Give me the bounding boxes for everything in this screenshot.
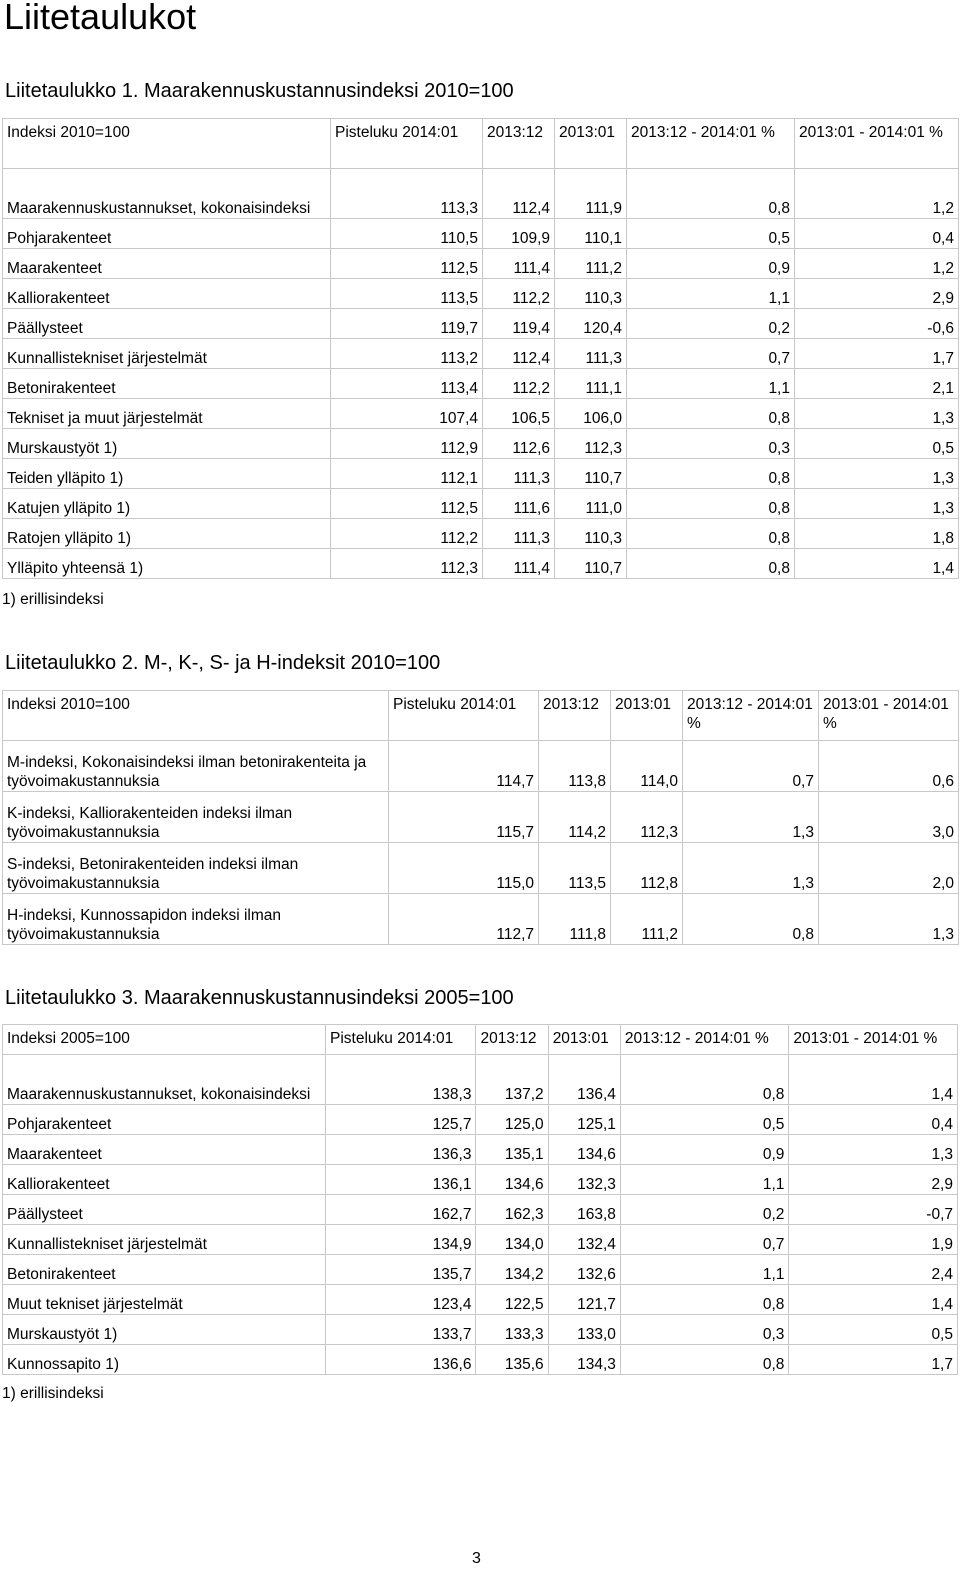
table3-header-row bbox=[3, 1025, 958, 1055]
row-value: 163,8 bbox=[548, 1195, 620, 1225]
table-row bbox=[3, 219, 959, 249]
table2-header-cell: Indeksi 2010=100 bbox=[3, 691, 389, 741]
row-value: 1,3 bbox=[683, 792, 819, 843]
table2 bbox=[2, 690, 959, 945]
row-label: Pohjarakenteet bbox=[3, 219, 331, 249]
table2-header-cell: 2013:12 bbox=[539, 691, 611, 741]
row-label: Muut tekniset järjestelmät bbox=[3, 1285, 326, 1315]
row-label: Maarakenteet bbox=[3, 1135, 326, 1165]
row-value: 0,3 bbox=[620, 1315, 789, 1345]
row-value: 111,4 bbox=[483, 549, 555, 579]
row-value: 119,7 bbox=[331, 309, 483, 339]
row-value: 0,5 bbox=[627, 219, 795, 249]
row-value: 112,8 bbox=[611, 843, 683, 894]
page-number: 3 bbox=[472, 1550, 481, 1567]
table2-header-cell: 2013:01 - 2014:01 % bbox=[819, 691, 959, 741]
row-value: 1,1 bbox=[627, 369, 795, 399]
row-value: 112,5 bbox=[331, 249, 483, 279]
row-label: M-indeksi, Kokonaisindeksi ilman betonirakenteita ja työvoimakustannuksia bbox=[3, 741, 389, 792]
row-value: 114,2 bbox=[539, 792, 611, 843]
row-value: 119,4 bbox=[483, 309, 555, 339]
row-value: 138,3 bbox=[326, 1055, 476, 1105]
row-value: 0,8 bbox=[627, 459, 795, 489]
table-row bbox=[3, 792, 959, 843]
table-row bbox=[3, 309, 959, 339]
row-value: 110,7 bbox=[555, 549, 627, 579]
table1-footnote: 1) erillisindeksi bbox=[2, 591, 104, 608]
row-value: 114,7 bbox=[389, 741, 539, 792]
row-value: 121,7 bbox=[548, 1285, 620, 1315]
table-row bbox=[3, 1315, 958, 1345]
row-label: Ratojen ylläpito 1) bbox=[3, 519, 331, 549]
row-value: 109,9 bbox=[483, 219, 555, 249]
row-value: 120,4 bbox=[555, 309, 627, 339]
row-value: 125,0 bbox=[476, 1105, 548, 1135]
row-value: 1,2 bbox=[795, 169, 959, 219]
row-value: 132,4 bbox=[548, 1225, 620, 1255]
table3-body bbox=[3, 1025, 958, 1375]
row-value: 112,9 bbox=[331, 429, 483, 459]
row-value: 112,3 bbox=[331, 549, 483, 579]
row-value: 0,8 bbox=[627, 489, 795, 519]
row-label: Betonirakenteet bbox=[3, 369, 331, 399]
row-value: 1,3 bbox=[789, 1135, 958, 1165]
row-value: 110,3 bbox=[555, 519, 627, 549]
table2-header-row bbox=[3, 691, 959, 741]
table2-header-cell: Pisteluku 2014:01 bbox=[389, 691, 539, 741]
row-value: 1,1 bbox=[627, 279, 795, 309]
row-value: 113,2 bbox=[331, 339, 483, 369]
table-row bbox=[3, 489, 959, 519]
row-value: 0,8 bbox=[627, 399, 795, 429]
row-label: Teiden ylläpito 1) bbox=[3, 459, 331, 489]
row-value: 122,5 bbox=[476, 1285, 548, 1315]
row-value: 111,4 bbox=[483, 249, 555, 279]
table2-title: Liitetaulukko 2. M-, K-, S- ja H-indeksit 2010=100 bbox=[5, 652, 441, 674]
row-value: 112,7 bbox=[389, 894, 539, 945]
table-row bbox=[3, 169, 959, 219]
table3-header-cell: 2013:12 bbox=[476, 1025, 548, 1055]
row-value: 110,7 bbox=[555, 459, 627, 489]
page-title: Liitetaulukot bbox=[4, 0, 197, 37]
row-value: 135,6 bbox=[476, 1345, 548, 1375]
row-value: 0,4 bbox=[789, 1105, 958, 1135]
row-value: 111,3 bbox=[483, 519, 555, 549]
row-value: 111,6 bbox=[483, 489, 555, 519]
row-value: 113,3 bbox=[331, 169, 483, 219]
row-value: 1,1 bbox=[620, 1165, 789, 1195]
row-value: 1,4 bbox=[795, 549, 959, 579]
row-label: Maarakennuskustannukset, kokonaisindeksi bbox=[3, 1055, 326, 1105]
table3-header-cell: 2013:01 bbox=[548, 1025, 620, 1055]
row-value: 0,4 bbox=[795, 219, 959, 249]
row-value: 112,5 bbox=[331, 489, 483, 519]
table-row bbox=[3, 1055, 958, 1105]
row-value: 0,3 bbox=[627, 429, 795, 459]
row-value: 106,5 bbox=[483, 399, 555, 429]
table-row bbox=[3, 1165, 958, 1195]
row-value: 110,1 bbox=[555, 219, 627, 249]
row-value: 1,1 bbox=[620, 1255, 789, 1285]
row-value: 1,3 bbox=[795, 459, 959, 489]
table-row bbox=[3, 1135, 958, 1165]
row-label: Päällysteet bbox=[3, 309, 331, 339]
row-value: 0,7 bbox=[683, 741, 819, 792]
row-value: 2,4 bbox=[789, 1255, 958, 1285]
row-value: 0,5 bbox=[795, 429, 959, 459]
row-value: 111,2 bbox=[611, 894, 683, 945]
row-value: 2,9 bbox=[795, 279, 959, 309]
row-label: Kunnossapito 1) bbox=[3, 1345, 326, 1375]
row-value: 136,4 bbox=[548, 1055, 620, 1105]
row-value: 112,2 bbox=[331, 519, 483, 549]
table-row bbox=[3, 1255, 958, 1285]
row-value: 1,9 bbox=[789, 1225, 958, 1255]
row-value: 111,8 bbox=[539, 894, 611, 945]
table-row bbox=[3, 843, 959, 894]
table-row bbox=[3, 429, 959, 459]
row-label: Betonirakenteet bbox=[3, 1255, 326, 1285]
row-value: 1,3 bbox=[795, 399, 959, 429]
row-label: Murskaustyöt 1) bbox=[3, 429, 331, 459]
table-row bbox=[3, 459, 959, 489]
table-row bbox=[3, 894, 959, 945]
table-row bbox=[3, 1285, 958, 1315]
row-label: Ylläpito yhteensä 1) bbox=[3, 549, 331, 579]
table-row bbox=[3, 549, 959, 579]
row-value: 0,7 bbox=[620, 1225, 789, 1255]
row-value: 112,2 bbox=[483, 369, 555, 399]
row-label: Pohjarakenteet bbox=[3, 1105, 326, 1135]
row-label: Maarakenteet bbox=[3, 249, 331, 279]
row-label: Kalliorakenteet bbox=[3, 279, 331, 309]
table-row bbox=[3, 1195, 958, 1225]
row-value: -0,6 bbox=[795, 309, 959, 339]
row-value: 112,4 bbox=[483, 339, 555, 369]
row-value: 1,3 bbox=[795, 489, 959, 519]
row-value: 134,2 bbox=[476, 1255, 548, 1285]
row-value: 113,4 bbox=[331, 369, 483, 399]
row-value: 0,8 bbox=[627, 549, 795, 579]
table-row bbox=[3, 369, 959, 399]
table1-header-cell: 2013:12 - 2014:01 % bbox=[627, 119, 795, 169]
row-label: Katujen ylläpito 1) bbox=[3, 489, 331, 519]
row-value: 112,3 bbox=[555, 429, 627, 459]
table2-header-cell: 2013:01 bbox=[611, 691, 683, 741]
row-value: 136,1 bbox=[326, 1165, 476, 1195]
row-value: 110,3 bbox=[555, 279, 627, 309]
table1-body bbox=[3, 119, 959, 579]
table1-header-cell: 2013:01 bbox=[555, 119, 627, 169]
row-value: 111,1 bbox=[555, 369, 627, 399]
row-label: H-indeksi, Kunnossapidon indeksi ilman työvoimakustannuksia bbox=[3, 894, 389, 945]
table1 bbox=[2, 118, 959, 579]
row-value: 1,4 bbox=[789, 1285, 958, 1315]
table-row bbox=[3, 1105, 958, 1135]
table-row bbox=[3, 399, 959, 429]
table3-header-cell: 2013:01 - 2014:01 % bbox=[789, 1025, 958, 1055]
row-value: 0,2 bbox=[620, 1195, 789, 1225]
row-value: 132,6 bbox=[548, 1255, 620, 1285]
row-value: 162,3 bbox=[476, 1195, 548, 1225]
row-value: 111,0 bbox=[555, 489, 627, 519]
row-value: 0,8 bbox=[620, 1345, 789, 1375]
table-row bbox=[3, 249, 959, 279]
table2-header-cell: 2013:12 - 2014:01 % bbox=[683, 691, 819, 741]
row-value: 1,3 bbox=[683, 843, 819, 894]
table1-header-cell: 2013:01 - 2014:01 % bbox=[795, 119, 959, 169]
row-label: Kunnallistekniset järjestelmät bbox=[3, 339, 331, 369]
row-value: 0,5 bbox=[789, 1315, 958, 1345]
row-value: 0,8 bbox=[627, 169, 795, 219]
row-value: 114,0 bbox=[611, 741, 683, 792]
row-value: 112,2 bbox=[483, 279, 555, 309]
row-value: 112,3 bbox=[611, 792, 683, 843]
row-value: 137,2 bbox=[476, 1055, 548, 1105]
row-value: 0,6 bbox=[819, 741, 959, 792]
row-value: 134,6 bbox=[548, 1135, 620, 1165]
table3-footnote: 1) erillisindeksi bbox=[2, 1385, 104, 1402]
table-row bbox=[3, 339, 959, 369]
row-value: 134,6 bbox=[476, 1165, 548, 1195]
row-label: Päällysteet bbox=[3, 1195, 326, 1225]
table2-body bbox=[3, 691, 959, 945]
row-value: 125,7 bbox=[326, 1105, 476, 1135]
row-value: 107,4 bbox=[331, 399, 483, 429]
row-value: 1,7 bbox=[795, 339, 959, 369]
row-value: 111,2 bbox=[555, 249, 627, 279]
row-value: 113,5 bbox=[539, 843, 611, 894]
row-value: 0,9 bbox=[627, 249, 795, 279]
table3 bbox=[2, 1024, 958, 1375]
table-row bbox=[3, 741, 959, 792]
row-value: 1,2 bbox=[795, 249, 959, 279]
row-value: 0,2 bbox=[627, 309, 795, 339]
row-value: 135,1 bbox=[476, 1135, 548, 1165]
row-label: Kalliorakenteet bbox=[3, 1165, 326, 1195]
row-value: 1,3 bbox=[819, 894, 959, 945]
row-value: 113,8 bbox=[539, 741, 611, 792]
table1-title: Liitetaulukko 1. Maarakennuskustannusindeksi 2010=100 bbox=[5, 80, 514, 102]
table1-header-cell: Indeksi 2010=100 bbox=[3, 119, 331, 169]
row-value: 134,9 bbox=[326, 1225, 476, 1255]
row-value: 134,3 bbox=[548, 1345, 620, 1375]
row-value: 134,0 bbox=[476, 1225, 548, 1255]
row-value: 3,0 bbox=[819, 792, 959, 843]
row-value: 0,9 bbox=[620, 1135, 789, 1165]
row-value: 115,7 bbox=[389, 792, 539, 843]
row-value: 112,6 bbox=[483, 429, 555, 459]
row-value: 1,4 bbox=[789, 1055, 958, 1105]
row-value: 136,6 bbox=[326, 1345, 476, 1375]
row-value: 133,7 bbox=[326, 1315, 476, 1345]
row-label: S-indeksi, Betonirakenteiden indeksi ilman työvoimakustannuksia bbox=[3, 843, 389, 894]
row-label: Kunnallistekniset järjestelmät bbox=[3, 1225, 326, 1255]
row-label: Tekniset ja muut järjestelmät bbox=[3, 399, 331, 429]
row-value: 112,1 bbox=[331, 459, 483, 489]
row-value: 0,8 bbox=[620, 1285, 789, 1315]
row-value: 111,3 bbox=[483, 459, 555, 489]
row-value: 0,7 bbox=[627, 339, 795, 369]
table1-header-cell: Pisteluku 2014:01 bbox=[331, 119, 483, 169]
table1-header-cell: 2013:12 bbox=[483, 119, 555, 169]
table-row bbox=[3, 1225, 958, 1255]
row-value: 136,3 bbox=[326, 1135, 476, 1165]
row-value: 1,8 bbox=[795, 519, 959, 549]
row-value: 123,4 bbox=[326, 1285, 476, 1315]
row-value: 0,8 bbox=[683, 894, 819, 945]
row-value: 2,9 bbox=[789, 1165, 958, 1195]
row-value: 0,8 bbox=[620, 1055, 789, 1105]
row-value: 106,0 bbox=[555, 399, 627, 429]
table3-title: Liitetaulukko 3. Maarakennuskustannusindeksi 2005=100 bbox=[5, 987, 514, 1009]
row-value: 133,0 bbox=[548, 1315, 620, 1345]
row-value: 132,3 bbox=[548, 1165, 620, 1195]
row-label: Maarakennuskustannukset, kokonaisindeksi bbox=[3, 169, 331, 219]
row-value: 162,7 bbox=[326, 1195, 476, 1225]
table3-header-cell: 2013:12 - 2014:01 % bbox=[620, 1025, 789, 1055]
row-value: 111,9 bbox=[555, 169, 627, 219]
row-value: 0,5 bbox=[620, 1105, 789, 1135]
row-value: 0,8 bbox=[627, 519, 795, 549]
row-value: 125,1 bbox=[548, 1105, 620, 1135]
row-label: K-indeksi, Kalliorakenteiden indeksi ilman työvoimakustannuksia bbox=[3, 792, 389, 843]
row-label: Murskaustyöt 1) bbox=[3, 1315, 326, 1345]
table-row bbox=[3, 519, 959, 549]
row-value: 110,5 bbox=[331, 219, 483, 249]
table1-header-row bbox=[3, 119, 959, 169]
table3-header-cell: Indeksi 2005=100 bbox=[3, 1025, 326, 1055]
row-value: 111,3 bbox=[555, 339, 627, 369]
row-value: 113,5 bbox=[331, 279, 483, 309]
table3-header-cell: Pisteluku 2014:01 bbox=[326, 1025, 476, 1055]
row-value: 133,3 bbox=[476, 1315, 548, 1345]
row-value: 135,7 bbox=[326, 1255, 476, 1285]
row-value: -0,7 bbox=[789, 1195, 958, 1225]
row-value: 112,4 bbox=[483, 169, 555, 219]
row-value: 2,0 bbox=[819, 843, 959, 894]
row-value: 2,1 bbox=[795, 369, 959, 399]
table-row bbox=[3, 279, 959, 309]
row-value: 115,0 bbox=[389, 843, 539, 894]
table-row bbox=[3, 1345, 958, 1375]
row-value: 1,7 bbox=[789, 1345, 958, 1375]
